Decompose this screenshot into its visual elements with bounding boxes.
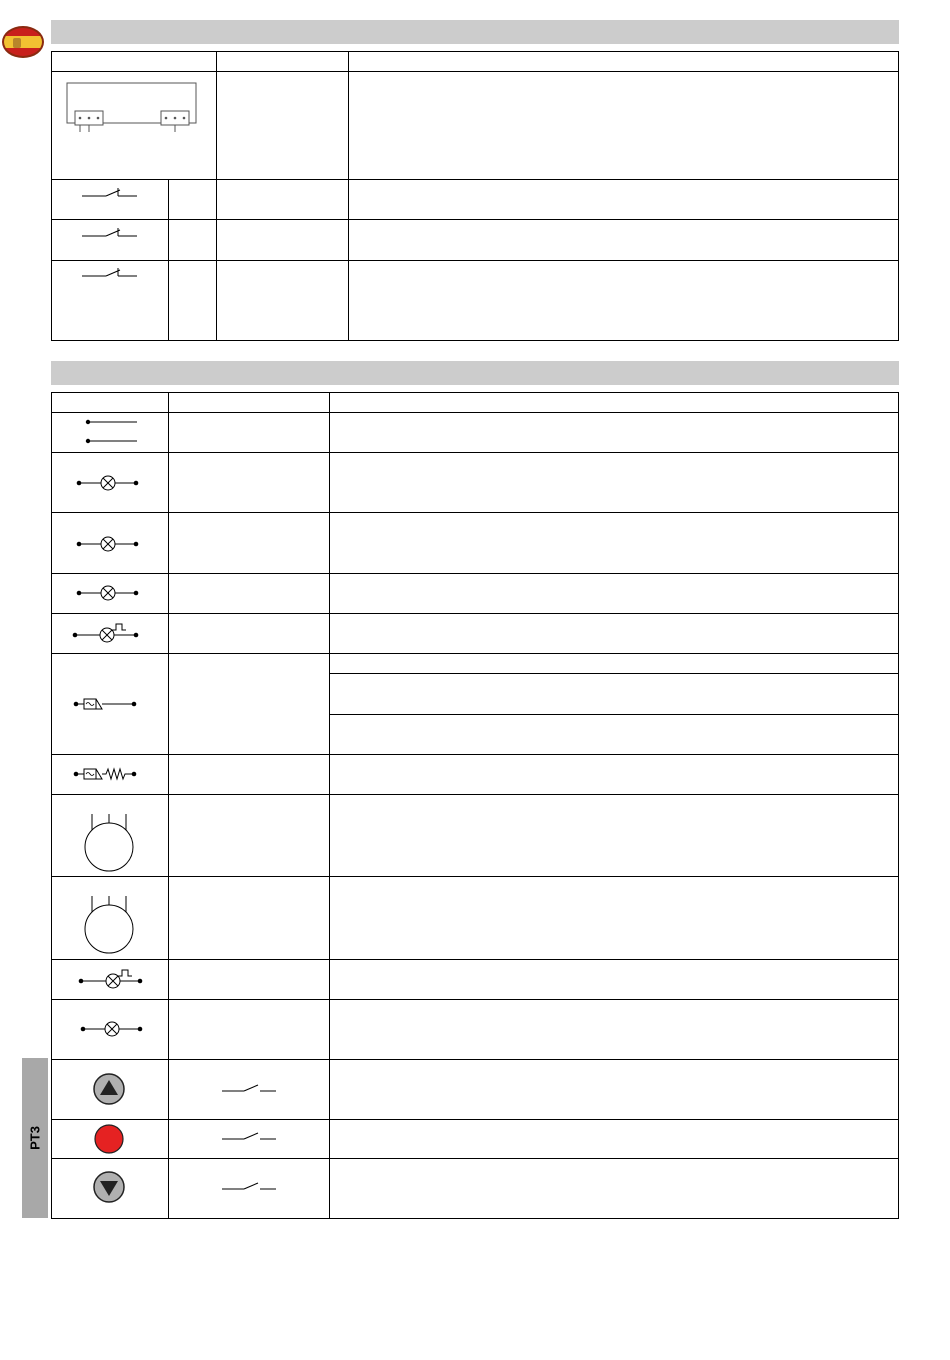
flashing-lamp-icon bbox=[78, 968, 148, 990]
power-supply-terminals-icon bbox=[84, 418, 140, 446]
normally-open-contact-icon bbox=[220, 1130, 280, 1146]
normally-open-contact-icon bbox=[80, 224, 140, 240]
lamp-icon bbox=[76, 584, 140, 602]
flashing-lamp-icon bbox=[72, 622, 142, 644]
section-1-header-bar bbox=[51, 20, 899, 44]
normally-open-contact-icon bbox=[80, 264, 140, 280]
section-2-header-bar bbox=[51, 361, 899, 385]
normally-open-contact-icon bbox=[80, 184, 140, 200]
symbols-table bbox=[51, 392, 899, 1219]
lamp-icon bbox=[76, 535, 140, 553]
stop-button-icon[interactable] bbox=[92, 1122, 128, 1158]
sensitive-edge-icon bbox=[72, 766, 142, 782]
spain-flag-icon bbox=[2, 26, 44, 58]
side-tab-model bbox=[22, 1058, 48, 1218]
side-tab-label: PT3 bbox=[27, 1126, 43, 1150]
up-arrow-button-icon[interactable] bbox=[92, 1072, 128, 1108]
terminal-board-icon bbox=[60, 80, 210, 140]
lamp-icon bbox=[76, 474, 140, 492]
down-arrow-button-icon[interactable] bbox=[92, 1170, 128, 1206]
motor-icon bbox=[82, 812, 138, 874]
normally-open-contact-icon bbox=[220, 1180, 280, 1196]
lamp-icon bbox=[80, 1020, 144, 1038]
normally-open-contact-icon bbox=[220, 1082, 280, 1098]
motor-icon bbox=[82, 894, 138, 956]
photocell-icon bbox=[72, 696, 142, 712]
